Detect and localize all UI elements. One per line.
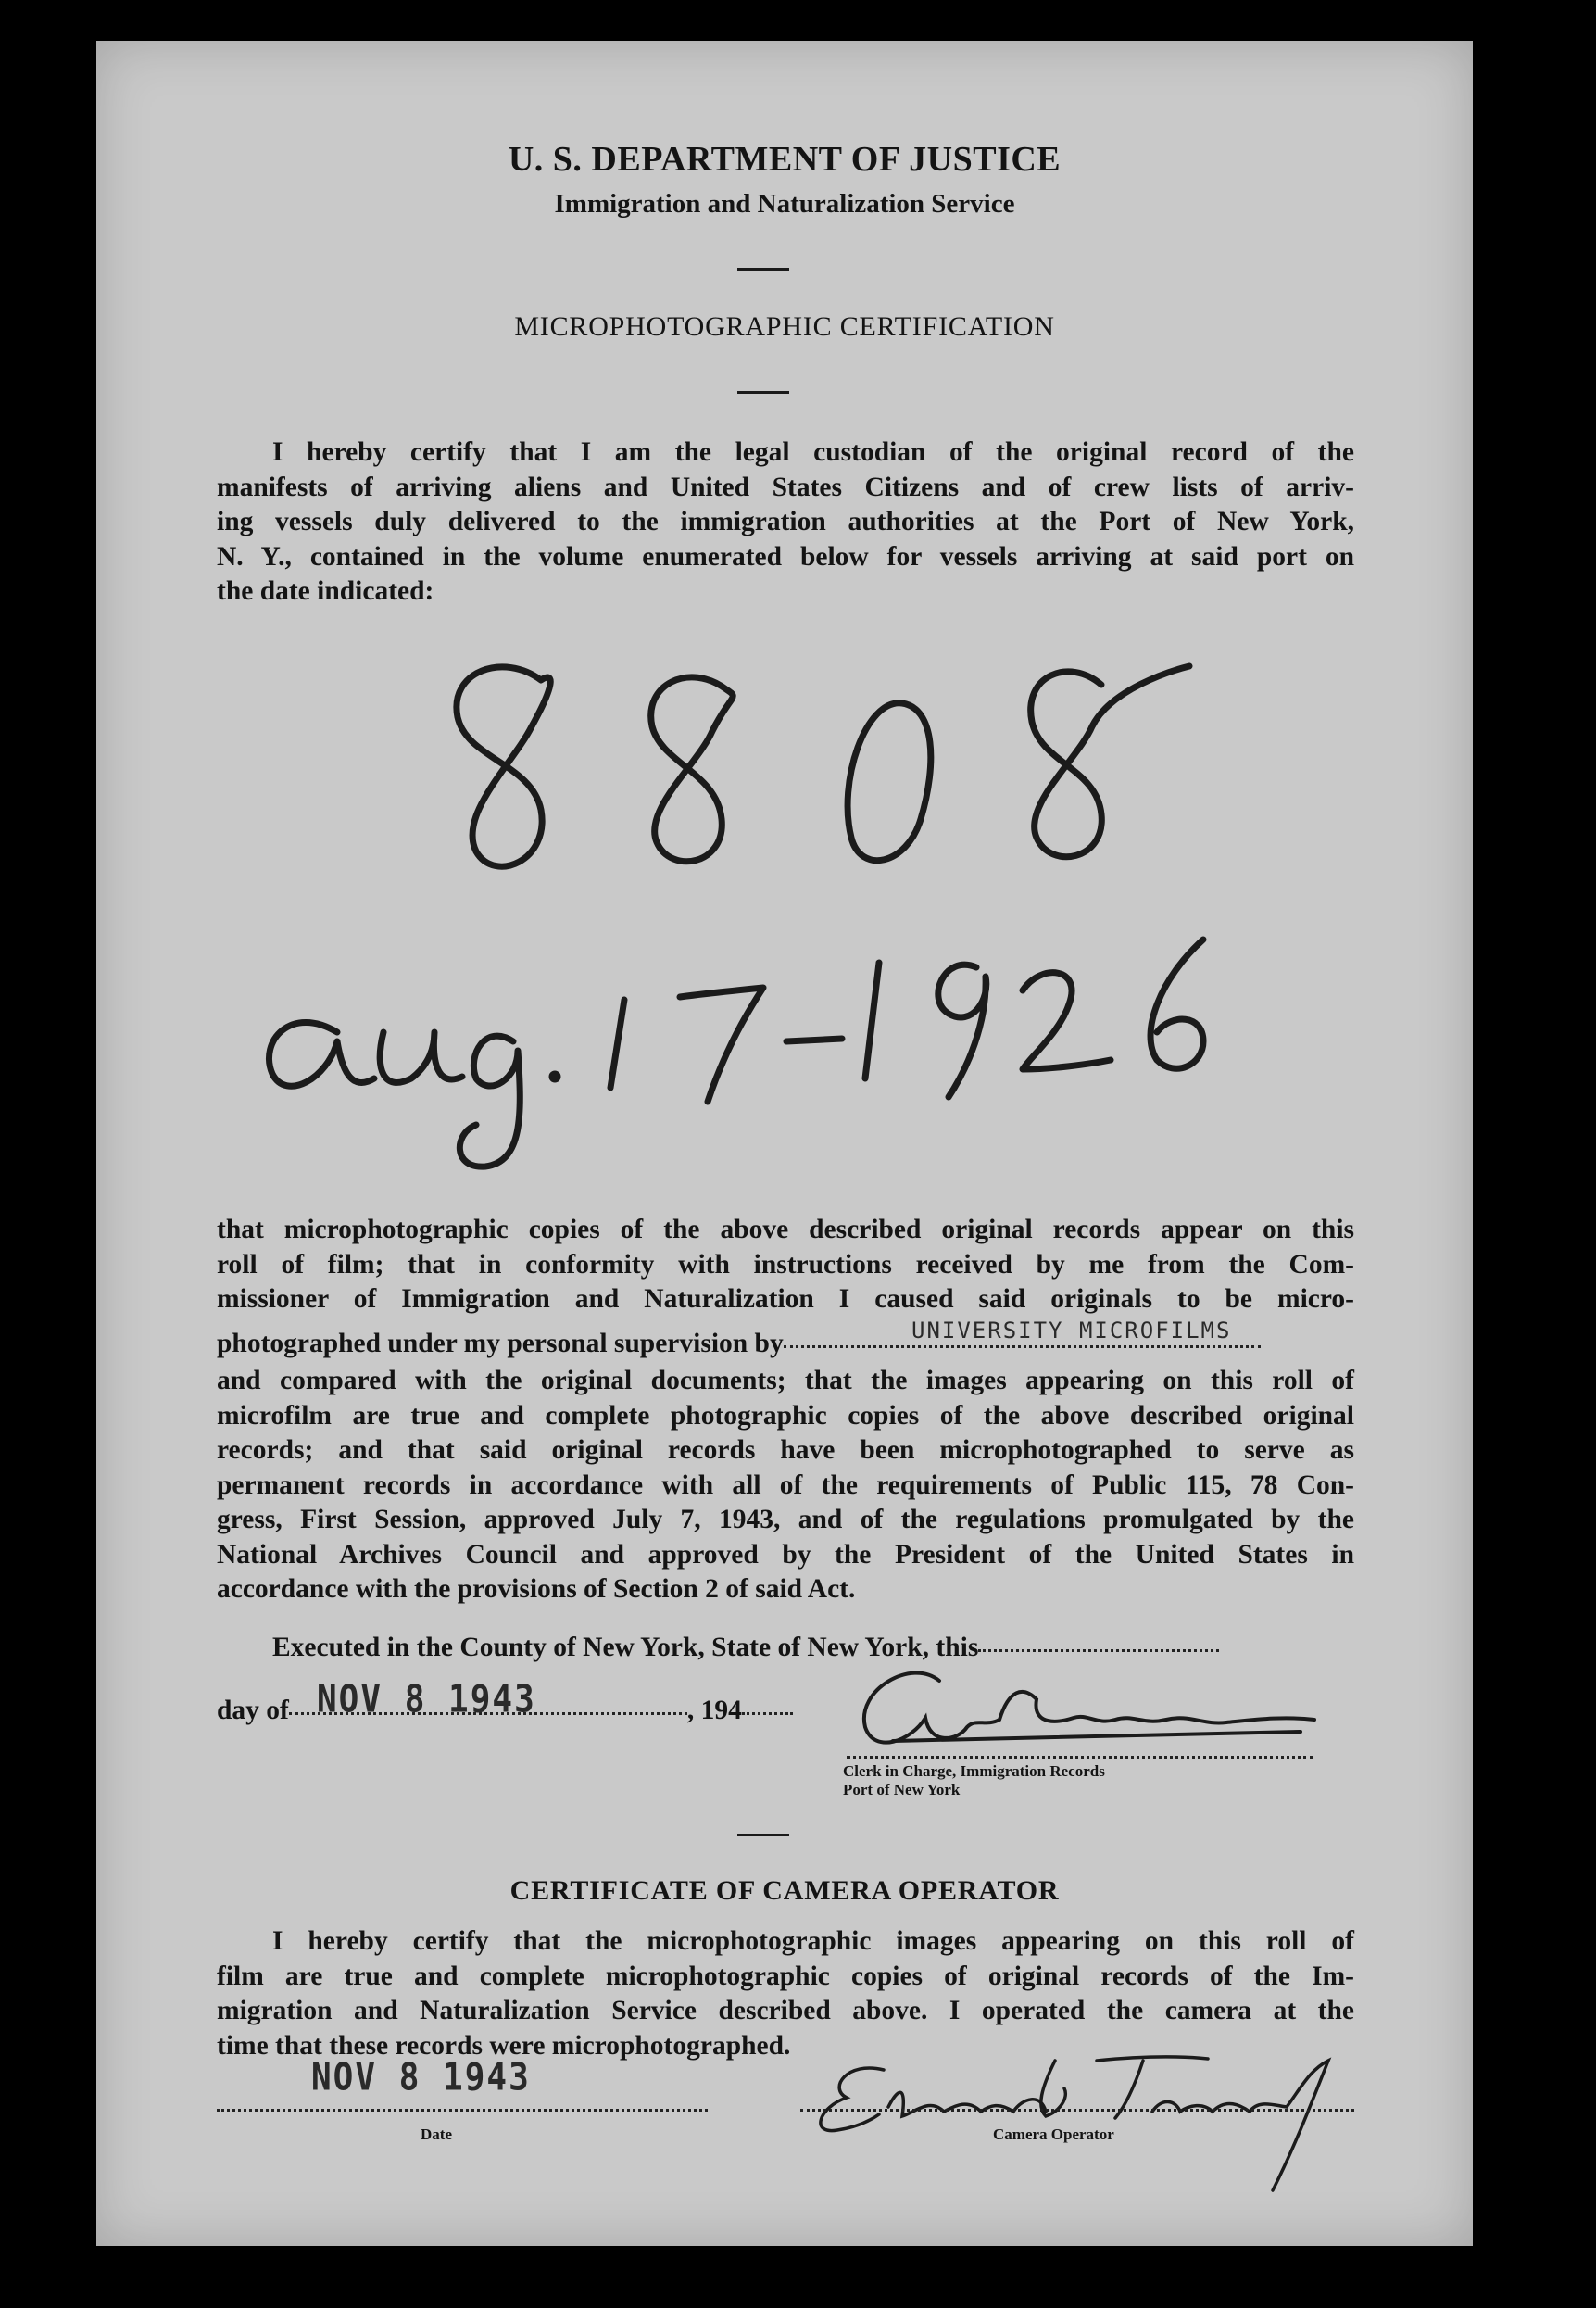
text-line: ing vessels duly delivered to the immigration authorities at the Port of New York, — [217, 507, 1354, 536]
operator-certificate-title: CERTIFICATE OF CAMERA OPERATOR — [509, 1875, 1060, 1906]
year-blank — [742, 1712, 793, 1715]
clerk-port-line: Port of New York — [843, 1781, 961, 1798]
divider-rule — [737, 391, 789, 394]
certification-paragraph — [217, 1213, 1354, 1318]
divider-rule — [737, 268, 789, 271]
text-line: National Archives Council and approved by the President of the United States in — [217, 1539, 1354, 1570]
executed-date-stamp: NOV 8 1943 — [317, 1677, 536, 1722]
intro-paragraph — [217, 435, 1354, 610]
text-line: gress, First Session, approved July 7, 1943, and of the regulations promulgated by the — [217, 1505, 1354, 1534]
clerk-signature-line — [847, 1756, 1313, 1759]
department-heading: U. S. DEPARTMENT OF JUSTICE — [508, 140, 1062, 179]
text-line: film are true and complete microphotographic copies of original records of the Im- — [217, 1961, 1354, 1991]
divider-rule — [737, 1834, 789, 1836]
certification-paragraph-continued — [217, 1364, 1354, 1608]
handwritten-volume-and-date — [235, 634, 1328, 1171]
executed-blank — [978, 1649, 1219, 1652]
text-line: the date indicated: — [217, 576, 434, 606]
text-line: microfilm are true and complete photographic copies of the above described original — [217, 1400, 1354, 1431]
text-line: manifests of arriving aliens and United States Citizens and of crew lists of arriv- — [217, 472, 1354, 502]
text-line: I hereby certify that the microphotographic images appearing on this roll of — [272, 1926, 1354, 1956]
text-line: records; and that said original records have been microphotographed to serve as — [217, 1435, 1354, 1465]
clerk-title — [843, 1762, 1105, 1799]
day-of-label: day of — [217, 1696, 289, 1725]
text-line: time that these records were microphotographed. — [217, 2030, 791, 2061]
text-line: permanent records in accordance with all of the requirements of Public 115, 78 Con- — [217, 1469, 1354, 1500]
supervision-blank — [784, 1345, 1261, 1348]
date-label: Date — [421, 2125, 452, 2143]
certificate-page — [96, 41, 1473, 2246]
text-line: N. Y., contained in the volume enumerated below for vessels arriving at said port on — [217, 541, 1354, 572]
clerk-title-line: Clerk in Charge, Immigration Records — [843, 1762, 1105, 1780]
text-line: and compared with the original documents; that the images appearing on this roll of — [217, 1366, 1354, 1395]
operator-date-stamp: NOV 8 1943 — [311, 2055, 531, 2100]
executed-label: Executed in the County of New York, State of New York, this — [272, 1633, 979, 1662]
supervision-label: photographed under my personal supervision by — [217, 1329, 784, 1358]
service-subheading: Immigration and Naturalization Service — [554, 189, 1015, 219]
certification-title: MICROPHOTOGRAPHIC CERTIFICATION — [514, 311, 1055, 342]
text-line: missioner of Immigration and Naturalization I caused said originals to be micro- — [217, 1284, 1354, 1314]
microfilm-company-stamp: UNIVERSITY MICROFILMS — [911, 1318, 1232, 1343]
year-label: , 194 — [686, 1696, 742, 1725]
text-line: accordance with the provisions of Section 2 of said Act. — [217, 1574, 856, 1604]
text-line: that microphotographic copies of the above described original records appear on this — [217, 1215, 1354, 1244]
text-line: I hereby certify that I am the legal custodian of the original record of the — [272, 437, 1354, 467]
text-line: migration and Naturalization Service described above. I operated the camera at the — [217, 1996, 1354, 2025]
operator-date-line — [217, 2109, 708, 2112]
camera-operator-label: Camera Operator — [993, 2125, 1114, 2143]
operator-signature-line — [800, 2109, 1354, 2112]
text-line: roll of film; that in conformity with instructions received by me from the Com- — [217, 1249, 1354, 1280]
